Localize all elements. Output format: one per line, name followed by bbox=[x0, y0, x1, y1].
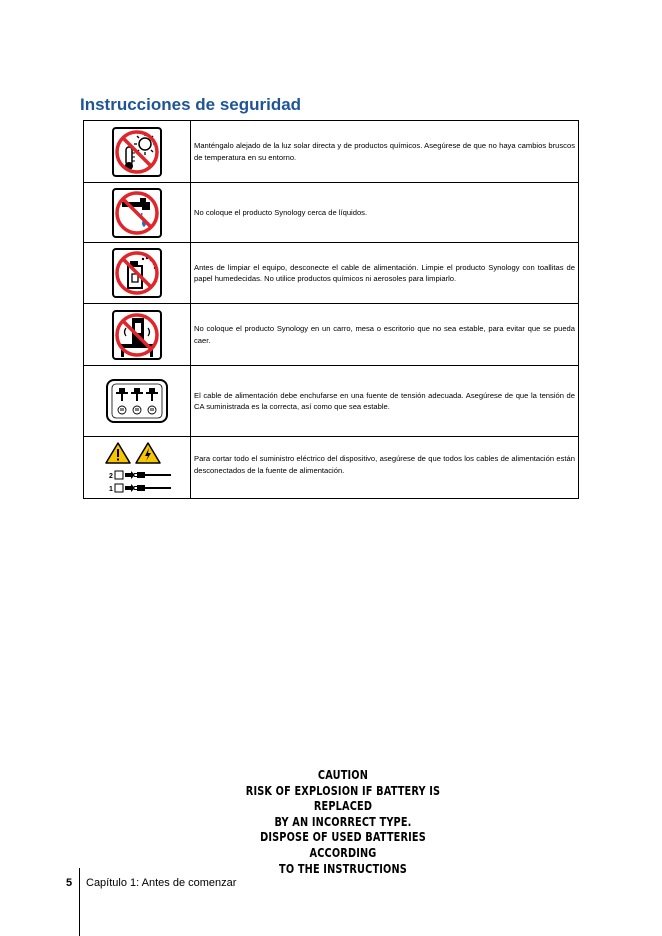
battery-caution-notice bbox=[231, 767, 454, 876]
instruction-text: No coloque el producto Synology cerca de líquidos. bbox=[191, 183, 579, 243]
caution-line: BY AN INCORRECT TYPE. bbox=[274, 813, 412, 829]
page-title: Instrucciones de seguridad bbox=[80, 95, 302, 114]
disconnect-all-power-cords-icon bbox=[101, 441, 173, 495]
caution-line: RISK OF EXPLOSION IF BATTERY IS REPLACED bbox=[245, 782, 441, 814]
chapter-title: Capítulo 1: Antes de comenzar bbox=[86, 877, 237, 889]
plug-label: 2 bbox=[109, 472, 113, 480]
table-row bbox=[84, 304, 579, 366]
caution-line: DISPOSE OF USED BATTERIES ACCORDING bbox=[260, 829, 426, 860]
instruction-text: El cable de alimentación debe enchufarse en una fuente de tensión adecuada. Asegúrese de que la tensión de CA suministrada es la correcta, así como que sea estable. bbox=[191, 366, 579, 437]
instruction-text: Antes de limpiar el equipo, desconecte el cable de alimentación. Limpie el producto Synology con toallitas de papel humedecidas. No utilice productos químicos ni aerosoles para limpiarlo. bbox=[191, 243, 579, 304]
table-row bbox=[84, 366, 579, 437]
table-row bbox=[84, 437, 579, 499]
instruction-text: Para cortar todo el suministro eléctrico del dispositivo, asegúrese de que todos los cables de alimentación están desconectados de la fuente de alimentación. bbox=[191, 437, 579, 499]
table-row bbox=[84, 183, 579, 243]
instruction-text: Manténgalo alejado de la luz solar directa y de productos químicos. Asegúrese de que no haya cambios bruscos de temperatura en su entorno. bbox=[191, 121, 579, 183]
table-row bbox=[84, 243, 579, 304]
power-outlet-voltage-icon bbox=[106, 377, 168, 425]
instruction-text: No coloque el producto Synology en un carro, mesa o escritorio que no sea estable, para evitar que se pueda caer. bbox=[191, 304, 579, 366]
warning-triangle-icon bbox=[106, 443, 130, 463]
page-number: 5 bbox=[66, 877, 73, 889]
safety-instructions-table bbox=[83, 120, 579, 499]
caution-line: TO THE INSTRUCTIONS bbox=[279, 860, 407, 876]
no-unstable-surface-icon bbox=[112, 310, 162, 360]
no-sunlight-heat-icon bbox=[112, 127, 162, 177]
footer-divider bbox=[79, 868, 80, 936]
plug-label: 1 bbox=[109, 485, 113, 493]
no-chemical-spray-cleaning-icon bbox=[112, 248, 162, 298]
electric-hazard-triangle-icon bbox=[136, 443, 160, 463]
no-liquids-icon bbox=[112, 188, 162, 238]
caution-heading: CAUTION bbox=[317, 767, 369, 782]
table-row bbox=[84, 121, 579, 183]
